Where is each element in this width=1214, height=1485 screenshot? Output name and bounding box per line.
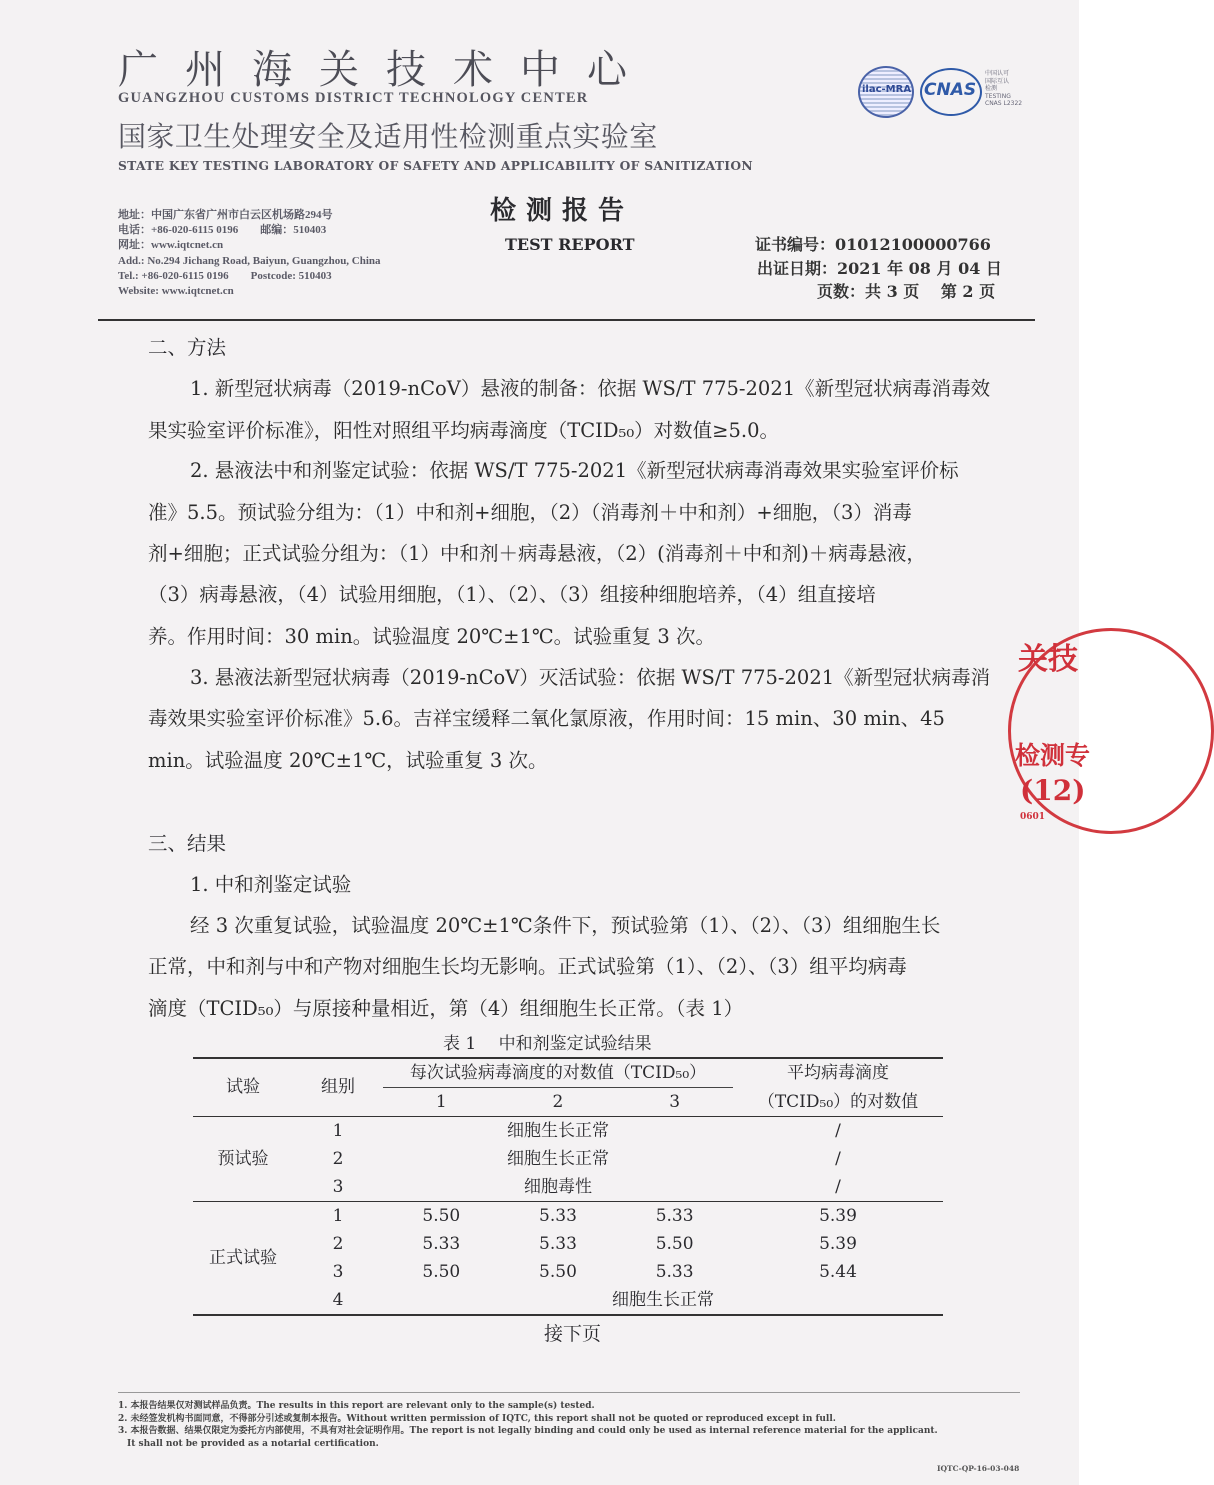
table-row: 3 细胞毒性 /: [193, 1173, 943, 1202]
method-line: min。试验温度 20℃±1℃，试验重复 3 次。: [148, 749, 548, 772]
cnas-logo: CNAS: [920, 68, 982, 116]
method-line: 果实验室评价标准》，阳性对照组平均病毒滴度（TCID₅₀）对数值≥5.0。: [148, 419, 779, 442]
table-row: 预试验 1 细胞生长正常 /: [193, 1117, 943, 1146]
table-row: 正式试验 1 5.50 5.33 5.33 5.39: [193, 1202, 943, 1231]
header-run: 2: [552, 1091, 564, 1112]
seal-number: (12): [1020, 774, 1086, 807]
header-trial: 试验: [226, 1077, 260, 1098]
result-line: 1. 中和剂鉴定试验: [190, 873, 352, 896]
report-title-en: TEST REPORT: [505, 235, 635, 254]
ilac-mra-logo: ilac-MRA: [858, 66, 914, 118]
seal-code: 0601: [1020, 812, 1046, 822]
lab-name-cn: 国家卫生处理安全及适用性检测重点实验室: [118, 120, 658, 153]
phone-en: Tel.: +86-020-6115 0196 Postcode: 510403: [118, 269, 332, 282]
address-en: Add.: No.294 Jichang Road, Baiyun, Guangzhou, China: [118, 254, 381, 267]
issue-date: 出证日期：2021 年 08 月 04 日: [757, 259, 1002, 278]
org-title-en: GUANGZHOU CUSTOMS DISTRICT TECHNOLOGY CENTER: [118, 90, 589, 106]
report-title-cn: 检测报告: [490, 196, 635, 226]
lab-name-en: STATE KEY TESTING LABORATORY OF SAFETY AND APPLICABILITY OF SANITIZATION: [118, 158, 753, 173]
method-line: 剂+细胞；正式试验分组为：（1）中和剂＋病毒悬液，（2）(消毒剂＋中和剂)＋病毒悬液，: [148, 542, 926, 565]
address-cn: 地址：中国广东省广州市白云区机场路294号: [118, 209, 333, 221]
header-divider: [98, 319, 1035, 321]
method-line: 准》5.5。预试验分组为：（1）中和剂+细胞，（2）（消毒剂＋中和剂）+细胞，（3）消毒: [148, 501, 912, 524]
footer-divider: [118, 1392, 1020, 1393]
website-cn: 网址：www.iqtcnet.cn: [118, 239, 224, 252]
website-en: Website: www.iqtcnet.cn: [118, 285, 234, 298]
method-line: 养。作用时间：30 min。试验温度 20℃±1℃。试验重复 3 次。: [148, 625, 715, 648]
table-row: 4 细胞生长正常: [193, 1286, 943, 1315]
neutralizer-results-table: [193, 1057, 943, 1316]
form-code: IQTC-QP-16-03-048: [937, 1464, 1020, 1473]
result-line: 经 3 次重复试验，试验温度 20℃±1℃条件下，预试验第（1）、（2）、（3）组细胞生长: [190, 914, 941, 937]
method-line: 3. 悬液法新型冠状病毒（2019-nCoV）灭活试验：依据 WS/T 775-2021《新型冠状病毒消: [190, 666, 991, 689]
header-run: 3: [669, 1091, 681, 1112]
table-row: 2 细胞生长正常 /: [332, 1148, 841, 1169]
footer-notes: 1. 本报告结果仅对测试样品负责。The results in this report are relevant only to the sample(s) tested. 2. 未经签发机构书面同意，不得部分引述或复制本报告。Without written permission of IQTC, this report shall not be quoted or reproduced except in full. 3. 本报告数据、结果仅限定为委托方内部使用，不具有对社会证明作用。The report is not legally binding and could only be used as internal reference material for the applicant. It shall not be provided as a notarial certification.: [118, 1401, 938, 1449]
method-line: 毒效果实验室评价标准》5.6。吉祥宝缓释二氧化氯原液，作用时间：15 min、30 min、45: [148, 707, 945, 730]
continued-next-page: 接下页: [544, 1323, 602, 1345]
pre-trial-label: 预试验: [217, 1148, 269, 1169]
result-line: 正常，中和剂与中和产物对细胞生长均无影响。正式试验第（1）、（2）、（3）组平均病毒: [148, 955, 907, 978]
certificate-number: 证书编号：01012100000766: [755, 235, 991, 254]
header-group: 组别: [321, 1077, 355, 1098]
phone-cn: 电话：+86-020-6115 0196 邮编：510403: [118, 224, 327, 237]
method-line: 1. 新型冠状病毒（2019-nCoV）悬液的制备：依据 WS/T 775-2021《新型冠状病毒消毒效: [190, 377, 991, 400]
result-line: 滴度（TCID₅₀）与原接种量相近，第（4）组细胞生长正常。（表 1）: [148, 997, 744, 1020]
seal-text-mid: 检测专: [1015, 741, 1091, 770]
cnas-accreditation-note: 中国认可 国际互认 检测 TESTING CNAS L2322: [985, 70, 1023, 108]
page-count: 页数：共 3 页 第 2 页: [817, 282, 996, 301]
header-avg-unit: （TCID₅₀）的对数值: [757, 1091, 919, 1112]
seal-text-top: 关技: [1018, 642, 1078, 677]
contact-block: [118, 208, 381, 299]
table-caption: 表 1 中和剂鉴定试验结果: [443, 1034, 652, 1054]
formal-trial-label: 正式试验: [209, 1247, 277, 1268]
section-methods-heading: 二、方法: [148, 336, 227, 359]
header-titer: 每次试验病毒滴度的对数值（TCID₅₀）: [383, 1058, 733, 1088]
method-line: （3）病毒悬液，（4）试验用细胞，（1）、（2）、（3）组接种细胞培养，（4）组直接培: [148, 583, 876, 606]
table-row: 2 5.33 5.33 5.50 5.39: [332, 1233, 857, 1254]
org-title-cn: 广州海关技术中心: [118, 47, 654, 93]
header-avg: 平均病毒滴度: [787, 1063, 889, 1084]
section-results-heading: 三、结果: [148, 832, 227, 855]
method-line: 2. 悬液法中和剂鉴定试验：依据 WS/T 775-2021《新型冠状病毒消毒效果实验室评价标: [190, 459, 959, 482]
table-row: 3 5.50 5.50 5.33 5.44: [332, 1261, 857, 1282]
header-run: 1: [435, 1091, 447, 1112]
